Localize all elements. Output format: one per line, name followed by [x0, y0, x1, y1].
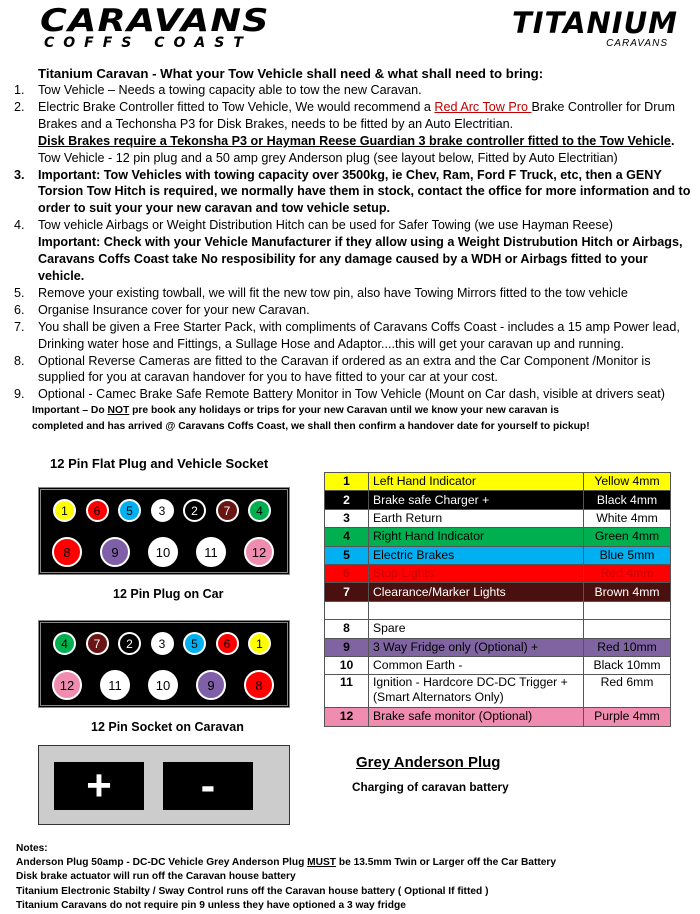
- note-item: Disk brake actuator will run off the Caravan house battery: [16, 871, 296, 883]
- pin-9: 9: [100, 537, 130, 567]
- notes-section: [16, 842, 556, 913]
- list-item: 6. Organise Insurance cover for your new Caravan.: [14, 302, 310, 317]
- pin-number-cell: [325, 601, 369, 619]
- pin-9: 9: [196, 670, 226, 700]
- pin-function-cell: Clearance/Marker Lights: [369, 583, 584, 601]
- list-item: 1. Tow Vehicle – Needs a towing capacity able to tow the new Caravan.: [14, 83, 422, 97]
- pin-number-cell: 11: [325, 675, 369, 708]
- table-row: [325, 473, 671, 491]
- table-row: [325, 708, 671, 726]
- list-item: 8. Optional Reverse Cameras are fitted to the Caravan if ordered as an extra and the Car Component /Monitor is supplied for you at caravan handover for you to have fitted to your car at your cost.: [14, 353, 651, 385]
- pin-7: 7: [216, 499, 239, 522]
- caravan-socket-panel: [38, 620, 290, 708]
- pin-6: 6: [86, 499, 109, 522]
- pin-function-cell: [369, 601, 584, 619]
- pin-function-cell: Spare: [369, 620, 584, 638]
- pin-function-cell: 3 Way Fridge only (Optional) +: [369, 638, 584, 656]
- pin-2: 2: [118, 632, 141, 655]
- pin-function-cell: Common Earth -: [369, 656, 584, 674]
- page-heading: Titanium Caravan - What your Tow Vehicle shall need & what shall need to bring:: [38, 66, 544, 81]
- anderson-subtitle: Charging of caravan battery: [352, 780, 509, 794]
- pin-function-cell: Electric Brakes: [369, 546, 584, 564]
- pin-number-cell: 9: [325, 638, 369, 656]
- requirements-list: [14, 82, 694, 403]
- pin-11: 11: [196, 537, 226, 567]
- pin-number-cell: 1: [325, 473, 369, 491]
- pin-10: 10: [148, 537, 178, 567]
- list-item: 2. Electric Brake Controller fitted to Tow Vehicle, We would recommend a Red Arc Tow Pro Brake Controller for Drum Brakes and a Techonsha P3 for Disk Brakes, needs to be fitted by an Auto Electritian. Disk Brakes require a Tekonsha P3 or Hayman Reese Guardian 3 brake controller fitted to the Tow Vehicle. Tow Vehicle - 12 pin plug and a 50 amp grey Anderson plug (see layout below, Fitted by Auto Electritian): [14, 99, 675, 165]
- brand-sub-text: CARAVANS: [606, 38, 668, 49]
- wdh-important-note: Important: Check with your Vehicle Manufacturer if they allow using a Weight Distrubution Hitch or Airbags, Caravans Coffs Coast take No resposibility for any damage caused by a WDH or Airbags fitted to your vehicle.: [38, 235, 683, 283]
- pin-number-cell: 4: [325, 528, 369, 546]
- wire-color-cell: [584, 620, 671, 638]
- pin-1: 1: [248, 632, 271, 655]
- list-item: 3. Important: Tow Vehicles with towing capacity over 3500kg, ie Chev, Ram, Ford F Truck, etc, then a GENY Torsion Tow Hitch is required, we normally have them in stock, contact the office for more information and to order to suit your your new caravan and tow vehicle setup.: [14, 167, 691, 216]
- pin-function-cell: Stop Lights: [369, 564, 584, 582]
- wire-color-cell: Red 4mm: [584, 564, 671, 582]
- pin-12: 12: [52, 670, 82, 700]
- table-row: [325, 491, 671, 509]
- pin-5: 5: [183, 632, 206, 655]
- table-row: [325, 620, 671, 638]
- pin-function-cell: Right Hand Indicator: [369, 528, 584, 546]
- tow-plug-note: Tow Vehicle - 12 pin plug and a 50 amp grey Anderson plug (see layout below, Fitted by Auto Electritian): [38, 150, 618, 165]
- pin-12: 12: [244, 537, 274, 567]
- pin-function-cell: Left Hand Indicator: [369, 473, 584, 491]
- pin-4: 4: [53, 632, 76, 655]
- pin-8: 8: [244, 670, 274, 700]
- note-item: Titanium Electronic Stabilty / Sway Control runs off the Caravan house battery ( Optional If fitted ): [16, 885, 489, 897]
- wire-color-cell: Blue 5mm: [584, 546, 671, 564]
- caravans-coffs-coast-logo: [40, 3, 270, 51]
- wire-color-cell: Brown 4mm: [584, 583, 671, 601]
- note-item: Titanium Caravans do not require pin 9 unless they have optioned a 3 way fridge: [16, 899, 406, 911]
- anderson-minus-terminal: -: [163, 762, 253, 810]
- wire-color-cell: Yellow 4mm: [584, 473, 671, 491]
- titanium-caravans-logo: [512, 8, 678, 49]
- anderson-plus-terminal: +: [54, 762, 144, 810]
- table-row: [325, 638, 671, 656]
- pin-number-cell: 12: [325, 708, 369, 726]
- pin-number-cell: 8: [325, 620, 369, 638]
- brand-main-text: TITANIUM: [511, 6, 678, 40]
- notes-title: Notes:: [16, 843, 48, 854]
- pin-11: 11: [100, 670, 130, 700]
- pin-number-cell: 10: [325, 656, 369, 674]
- pin-number-cell: 6: [325, 564, 369, 582]
- wire-color-cell: Red 6mm: [584, 675, 671, 708]
- table-row: [325, 656, 671, 674]
- car-plug-panel: [38, 487, 290, 575]
- disk-brakes-note: Disk Brakes require a Tekonsha P3 or Hayman Reese Guardian 3 brake controller fitted to the Tow Vehicle: [38, 133, 671, 148]
- wire-color-cell: Red 10mm: [584, 638, 671, 656]
- handover-important-note: Important – Do NOT pre book any holidays or trips for your new Caravan until we know your new caravan is completed and has arrived @ Caravans Coffs Coast, we shall then confirm a handover date for yourself to pickup!: [32, 405, 590, 432]
- pin-4: 4: [248, 499, 271, 522]
- pin-function-cell: Ignition - Hardcore DC-DC Trigger + (Smart Alternators Only): [369, 675, 584, 708]
- red-arc-link[interactable]: Red Arc Tow Pro: [434, 99, 532, 114]
- pin-8: 8: [52, 537, 82, 567]
- pin-10: 10: [148, 670, 178, 700]
- logo-main-text: CARAVANS: [40, 3, 270, 39]
- pin-wiring-table: [324, 472, 671, 727]
- car-plug-caption: 12 Pin Plug on Car: [113, 587, 224, 601]
- pin-number-cell: 3: [325, 509, 369, 527]
- wire-color-cell: [584, 601, 671, 619]
- pin-7: 7: [86, 632, 109, 655]
- caravan-socket-caption: 12 Pin Socket on Caravan: [91, 720, 244, 734]
- table-row: [325, 528, 671, 546]
- table-row: [325, 509, 671, 527]
- table-row: [325, 601, 671, 619]
- pin-number-cell: 2: [325, 491, 369, 509]
- anderson-title: Grey Anderson Plug: [356, 754, 501, 771]
- wire-color-cell: Black 10mm: [584, 656, 671, 674]
- car-plug-pins: [41, 490, 287, 572]
- pin-3: 3: [151, 499, 174, 522]
- list-item: 7. You shall be given a Free Starter Pack, with compliments of Caravans Coffs Coast - includes a 15 amp Power lead, Drinking water hose and Fittings, a Sullage Hose and Adaptor....this will get your caravan up and running.: [14, 319, 680, 351]
- caravan-socket-pins: [41, 623, 287, 705]
- table-row: [325, 546, 671, 564]
- pin-2: 2: [183, 499, 206, 522]
- anderson-plug-graphic: [38, 745, 290, 825]
- wire-color-cell: Black 4mm: [584, 491, 671, 509]
- wire-color-cell: Green 4mm: [584, 528, 671, 546]
- pin-5: 5: [118, 499, 141, 522]
- logo-sub-text: COFFS COAST: [44, 35, 252, 51]
- pin-1: 1: [53, 499, 76, 522]
- table-row: [325, 564, 671, 582]
- table-row: [325, 583, 671, 601]
- pin-function-cell: Brake safe Charger +: [369, 491, 584, 509]
- diagram-title: 12 Pin Flat Plug and Vehicle Socket: [50, 456, 269, 471]
- pin-function-cell: Earth Return: [369, 509, 584, 527]
- wire-color-cell: White 4mm: [584, 509, 671, 527]
- pin-number-cell: 7: [325, 583, 369, 601]
- list-item: 4. Tow vehicle Airbags or Weight Distribution Hitch can be used for Safer Towing (we use Hayman Reese) Important: Check with your Vehicle Manufacturer if they allow using a Weight Distrubution Hitch or Airbags, Caravans Coffs Coast take No resposibility for any damage caused by a WDH or Airbags fitted to your vehicle.: [14, 218, 683, 283]
- pin-function-cell: Brake safe monitor (Optional): [369, 708, 584, 726]
- table-row: [325, 675, 671, 708]
- pin-number-cell: 5: [325, 546, 369, 564]
- pin-6: 6: [216, 632, 239, 655]
- list-item: 9. Optional - Camec Brake Safe Remote Battery Monitor in Tow Vehicle (Mount on Car dash, visible at drivers seat): [14, 387, 665, 402]
- wire-color-cell: Purple 4mm: [584, 708, 671, 726]
- pin-3: 3: [151, 632, 174, 655]
- note-item: Anderson Plug 50amp - DC-DC Vehicle Grey Anderson Plug MUST be 13.5mm Twin or Larger off the Car Battery: [16, 857, 557, 869]
- list-item: 5. Remove your existing towball, we will fit the new tow pin, also have Towing Mirrors fitted to the tow vehicle: [14, 285, 628, 300]
